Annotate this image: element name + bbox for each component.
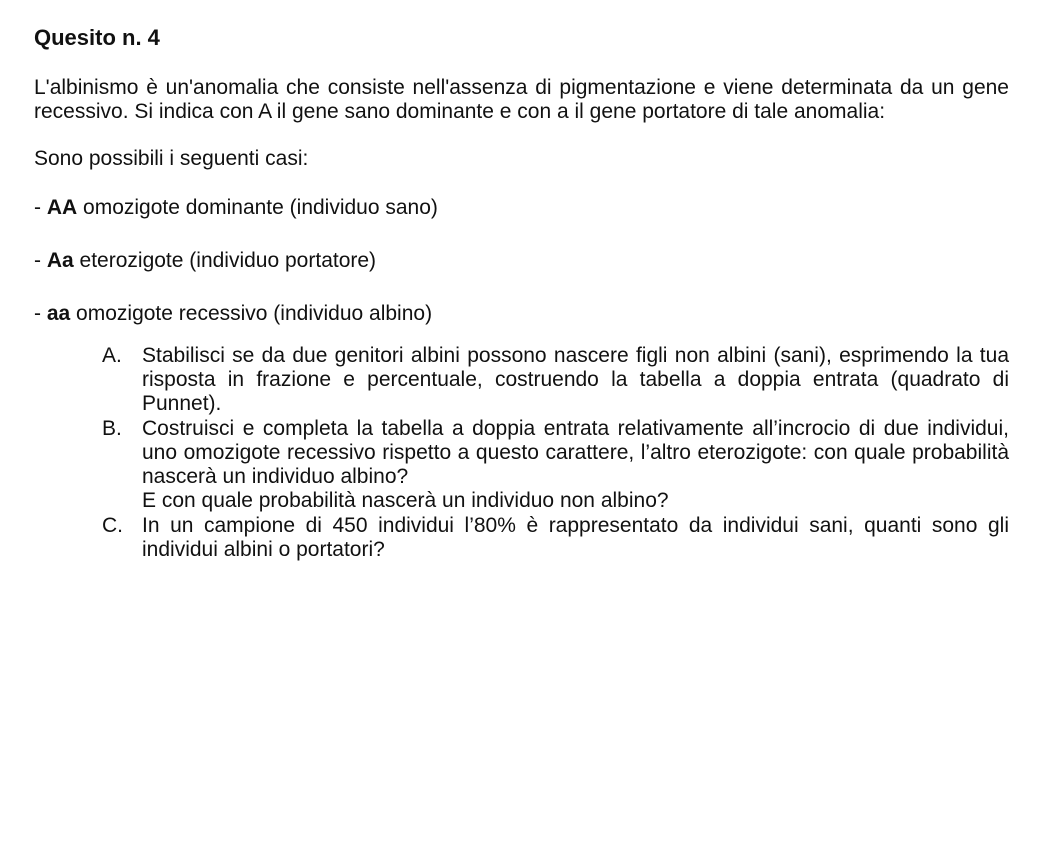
case-genotype: aa: [46, 302, 71, 325]
case-description: omozigote dominante (individuo sano): [83, 196, 438, 219]
cases-intro: Sono possibili i seguenti casi:: [34, 147, 309, 170]
question-item-a: [102, 344, 1009, 416]
question-text: Stabilisci se da due genitori albini possono nascere figli non albini (sani), esprimendo la tua risposta in frazione e percentuale, costruendo la tabella a doppia entrata (quadrato di Punnet).: [142, 344, 1009, 415]
case-dash: -: [34, 302, 41, 325]
case-description: eterozigote (individuo portatore): [79, 249, 377, 272]
question-item-b: [102, 417, 1009, 513]
question-letter: C.: [102, 514, 123, 537]
case-item-Aa: [34, 249, 1009, 273]
case-item-aa: [34, 302, 1009, 326]
case-item-AA: [34, 196, 1009, 220]
case-description: omozigote recessivo (individuo albino): [76, 302, 433, 325]
case-dash: -: [34, 249, 41, 272]
question-item-c: [102, 514, 1009, 562]
question-list: [102, 344, 1009, 562]
document-page: [34, 26, 1009, 563]
case-dash: -: [34, 196, 41, 219]
question-text-followup: E con quale probabilità nascerà un individuo non albino?: [142, 489, 669, 512]
question-text: In un campione di 450 individui l’80% è rappresentato da individui sani, quanti sono gli individui albini o portatori?: [142, 514, 1009, 561]
case-genotype: AA: [46, 196, 78, 219]
case-genotype: Aa: [46, 249, 74, 272]
question-title: Quesito n. 4: [34, 25, 160, 50]
question-text: Costruisci e completa la tabella a doppia entrata relativamente all’incrocio di due individui, uno omozigote recessivo rispetto a questo carattere, l’altro eterozigote: con quale probabilità nascerà un individuo albino?: [142, 417, 1009, 488]
question-letter: B.: [102, 417, 122, 440]
intro-paragraph: L'albinismo è un'anomalia che consiste nell'assenza di pigmentazione e viene determinata da un gene recessivo. Si indica con A il gene sano dominante e con a il gene portatore di tale anomalia:: [34, 76, 1009, 123]
question-letter: A.: [102, 344, 122, 367]
